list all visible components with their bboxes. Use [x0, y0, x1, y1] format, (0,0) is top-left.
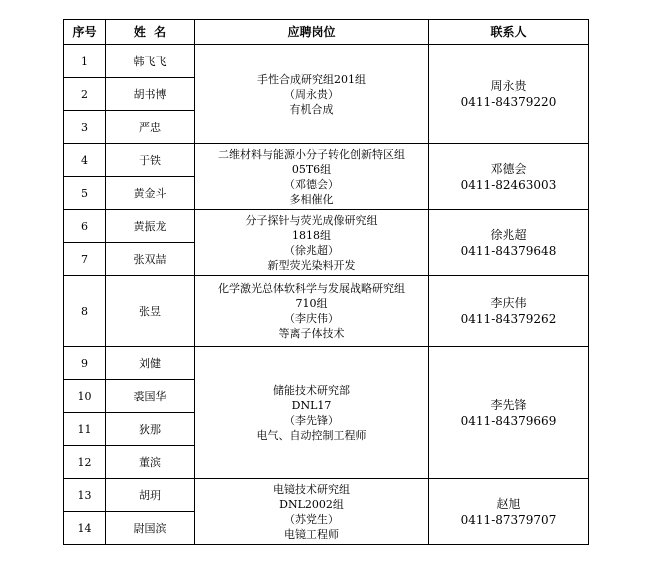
row-number: 12 [64, 446, 106, 479]
position-line: （李庆伟） [284, 312, 339, 325]
header-row [64, 20, 589, 45]
contact-cell [429, 347, 589, 479]
position-line: （李先锋） [284, 413, 339, 427]
candidate-name: 黄金斗 [106, 177, 195, 210]
contact-name: 周永贵 [490, 79, 527, 93]
position-line: 05T6组 [291, 162, 332, 176]
position-line: 手性合成研究组201组 [257, 72, 366, 86]
position-line: 电气、自动控制工程师 [256, 428, 367, 442]
contact-cell [429, 479, 589, 545]
contact-cell [429, 144, 589, 210]
candidate-name: 尉国滨 [106, 512, 195, 545]
candidate-name: 裘国华 [106, 380, 195, 413]
contact-name: 李庆伟 [490, 296, 527, 310]
contact-cell [429, 45, 589, 144]
row-number: 11 [64, 413, 106, 446]
table-row [64, 276, 589, 347]
position-line: DNL17 [291, 398, 332, 412]
candidate-name: 胡玥 [106, 479, 195, 512]
row-number: 4 [64, 144, 106, 177]
contact-name: 赵旭 [496, 496, 521, 511]
row-number: 13 [64, 479, 106, 512]
table-row [64, 479, 589, 512]
position-line: （邓德会） [284, 177, 339, 191]
position-line: 多相催化 [289, 192, 334, 206]
recruitment-table [63, 19, 589, 545]
row-number: 14 [64, 512, 106, 545]
header-no: 序号 [64, 20, 106, 45]
position-cell [195, 347, 429, 479]
contact-cell [429, 210, 589, 276]
row-number: 1 [64, 45, 106, 78]
position-line: 新型荧光染料开发 [267, 258, 356, 272]
position-line: 储能技术研究部 [273, 383, 350, 397]
position-line: 分子探针与荧光成像研究组 [245, 213, 378, 227]
candidate-name: 韩飞飞 [106, 45, 195, 78]
table-row [64, 45, 589, 78]
position-line: DNL2002组 [279, 497, 344, 511]
position-line: 化学激光总体软科学与发展战略研究组 [218, 282, 405, 295]
candidate-name: 狄那 [106, 413, 195, 446]
position-line: （苏党生） [284, 512, 339, 526]
candidate-name: 胡书博 [106, 78, 195, 111]
position-cell [195, 276, 429, 347]
contact-phone: 0411-84379648 [460, 243, 557, 258]
contact-phone: 0411-87379707 [460, 512, 557, 527]
contact-phone: 0411-84379220 [460, 95, 557, 109]
row-number: 7 [64, 243, 106, 276]
row-number: 2 [64, 78, 106, 111]
candidate-name: 张昱 [106, 276, 195, 347]
position-cell [195, 144, 429, 210]
position-line: 二维材料与能源小分子转化创新特区组 [218, 147, 405, 161]
table-row [64, 210, 589, 243]
contact-name: 李先锋 [490, 397, 527, 412]
contact-cell [429, 276, 589, 347]
candidate-name: 刘健 [106, 347, 195, 380]
position-line: （周永贵） [284, 87, 339, 101]
position-line: 电镜工程师 [284, 527, 339, 541]
row-number: 9 [64, 347, 106, 380]
row-number: 10 [64, 380, 106, 413]
header-position: 应聘岗位 [195, 20, 429, 45]
candidate-name: 严忠 [106, 111, 195, 144]
contact-phone: 0411-84379669 [460, 413, 557, 428]
header-contact: 联系人 [429, 20, 589, 45]
header-name: 姓 名 [106, 20, 195, 45]
table-body [64, 45, 589, 545]
candidate-name: 张双喆 [106, 243, 195, 276]
position-cell [195, 210, 429, 276]
row-number: 6 [64, 210, 106, 243]
position-cell [195, 45, 429, 144]
position-line: 等离子体技术 [278, 327, 345, 340]
table-row [64, 144, 589, 177]
position-line: 1818组 [292, 228, 331, 242]
candidate-name: 董滨 [106, 446, 195, 479]
row-number: 5 [64, 177, 106, 210]
contact-phone: 0411-82463003 [460, 177, 557, 192]
position-line: 电镜技术研究组 [273, 482, 350, 496]
contact-phone: 0411-84379262 [460, 312, 557, 326]
table-row [64, 347, 589, 380]
candidate-name: 于铁 [106, 144, 195, 177]
position-line: 710组 [295, 297, 328, 310]
row-number: 8 [64, 276, 106, 347]
contact-name: 徐兆超 [490, 227, 527, 242]
row-number: 3 [64, 111, 106, 144]
candidate-name: 黄振龙 [106, 210, 195, 243]
position-line: 有机合成 [289, 102, 334, 116]
position-cell [195, 479, 429, 545]
position-line: （徐兆超） [284, 243, 339, 257]
contact-name: 邓德会 [490, 161, 527, 176]
